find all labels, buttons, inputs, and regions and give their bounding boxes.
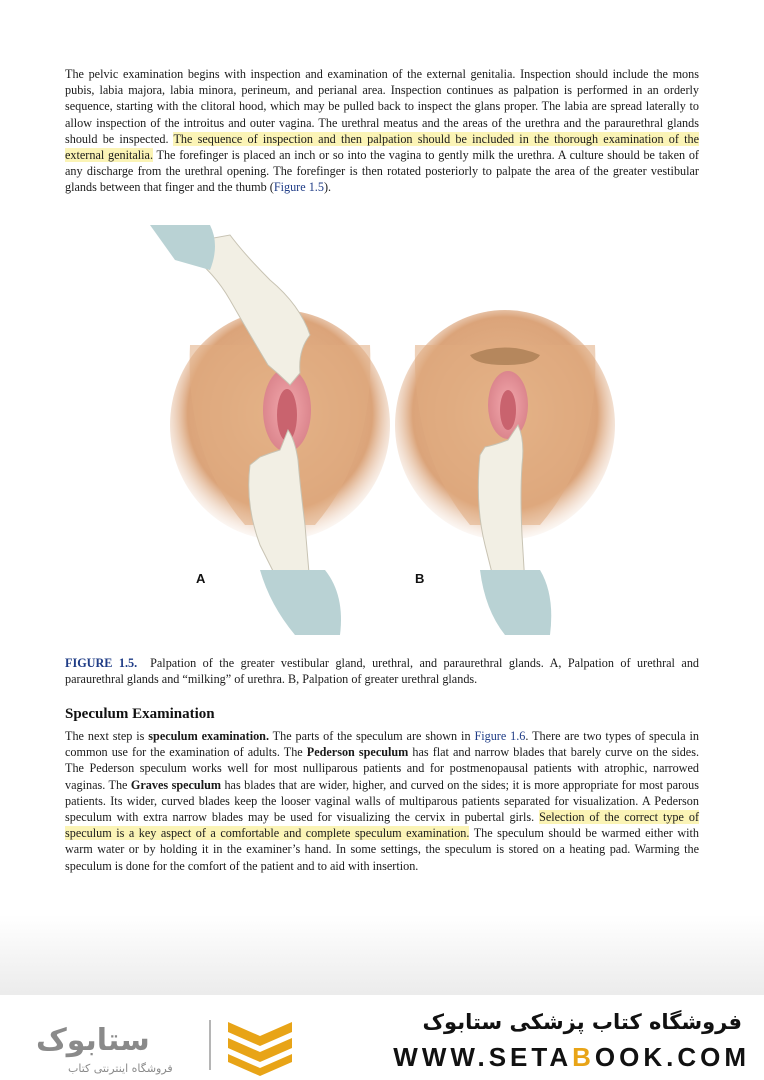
paragraph-text: The next step is [65, 729, 149, 743]
bold-term: Graves speculum [130, 777, 222, 792]
bold-term: speculum examination. [148, 729, 269, 743]
paragraph-text: has flat and narrow blades that barely curve on the sides. The Pederson speculum works well for most nulliparous patients and for postmenopausal patients with atrophic, narrowed vaginas. The [65, 745, 700, 792]
paragraph-text: The pelvic examination begins with inspection and examination of the external genitalia. Inspection should include the mons pubis, labia majora, labia minora, perineum, and perianal area. Inspection continues as palpation is performed in an orderly sequence, starting with the clitoral hood, which may be pulled back to inspect the glans proper. The labia are spread laterally to allow inspection of the introitus and outer vagina. The urethral meatus and the areas of the urethra and the paraurethral glands should be inspected. [65, 67, 699, 146]
paragraph-speculum-examination [65, 728, 699, 874]
figure-reference-link[interactable]: Figure 1.6 [474, 729, 526, 743]
url-accent-letter: B [572, 1042, 595, 1072]
medical-illustration-figure [150, 225, 630, 635]
paragraph-text: The speculum should be warmed either with warm water or by holding it in the examiner’s hand. In some settings, the speculum is stored on a heating pad. Warming the speculum is done for the comfort of the patient and to aid with insertion. [65, 826, 700, 873]
figure-caption-tag: FIGURE 1.5. [65, 656, 138, 670]
logo-wordmark: ستابوک [36, 1023, 150, 1058]
panel-a-illustration [150, 225, 390, 635]
paragraph-text: ). [323, 180, 332, 195]
paragraph-text: has blades that are wider, higher, and curved on the sides; it is more appropriate for most parous patients. Its wider, curved blades keep the looser vaginal walls of multiparous patients separated for visualization. A Pederson speculum with extra narrow blades may be used for visualizing the cervix in pubertal girls. [65, 777, 699, 825]
figure-caption [65, 655, 699, 687]
setabook-logo [28, 1012, 298, 1078]
paragraph-text: The forefinger is placed an inch or so into the vagina to gently milk the urethra. A culture should be taken of any discharge from the urethral opening. The forefinger is then rotated posteriorly to palpate the area of the greater vestibular glands between that finger and the thumb ( [65, 148, 699, 195]
bold-term: Pederson speculum [306, 745, 409, 760]
url-part: WWW.SETA [393, 1042, 573, 1072]
paragraph-text: The parts of the speculum are shown in [269, 729, 475, 743]
book-stack-icon [228, 1022, 292, 1076]
panel-b-illustration [395, 310, 615, 635]
figure-panel-label-b: B [415, 571, 425, 586]
figure-caption-text: Palpation of the greater vestibular gland, urethral, and paraurethral glands. A, Palpation of urethral and paraurethral glands and “milking” of urethra. B, Palpation of greater urethral glands. [65, 656, 700, 687]
logo-subtext: فروشگاه اینترنتی کتاب [68, 1062, 173, 1075]
paragraph-text: . There are two types of specula in common use for the examination of adults. The [65, 729, 699, 760]
store-name: فروشگاه کتاب پزشکی ستابوک [422, 1010, 742, 1034]
highlighted-text: The sequence of inspection and then palpation should be included in the thorough examination of the external genitalia. [65, 131, 700, 163]
paragraph-external-genitalia [65, 66, 699, 196]
figure-panel-label-a: A [196, 571, 206, 586]
store-website-url[interactable] [393, 1042, 750, 1073]
highlighted-text: Selection of the correct type of speculum is a key aspect of a comfortable and complete speculum examination. [65, 810, 699, 841]
url-part: OOK.COM [594, 1042, 750, 1072]
section-heading: Speculum Examination [65, 706, 215, 722]
figure-reference-link[interactable]: Figure 1.5 [273, 180, 324, 195]
